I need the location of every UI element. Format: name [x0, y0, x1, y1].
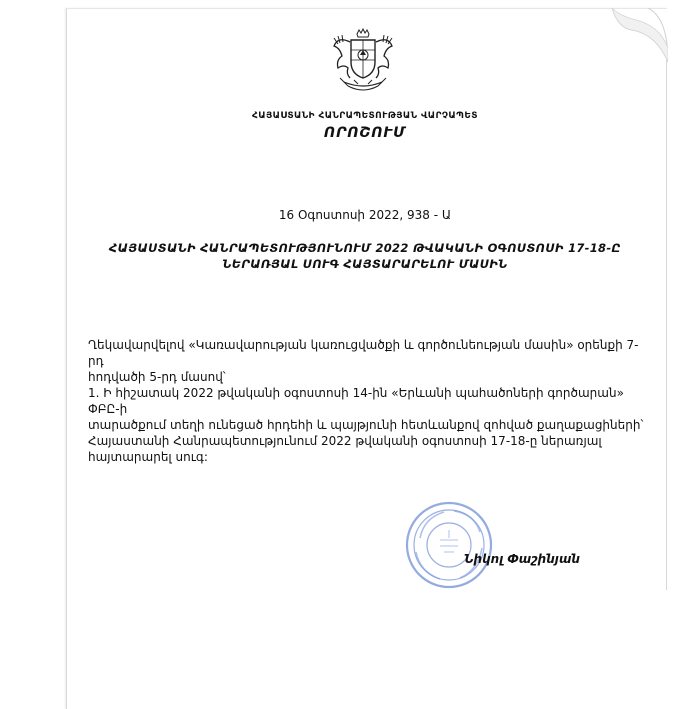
body-line: Ղեկավարվելով «Կառավարության կառուցվածքի և գործունեության մասին» օրենքի 7-րդ	[88, 338, 639, 368]
title-line-2: ՆԵՐԱՌՅԱԼ ՍՈՒԳ ՀԱՅՏԱՐԱՐԵԼՈՒ ՄԱՍԻՆ	[222, 257, 508, 271]
body-line: տարածքում տեղի ունեցած հրդեհի և պայթյունի հետևանքով զոհված քաղաքացիների՝	[88, 418, 644, 432]
date-and-number: 16 Օգոստոսի 2022, 938 - Ա	[278, 208, 452, 222]
page-curl-icon	[612, 8, 668, 62]
issuing-authority: ՀԱՅԱՍՏԱՆԻ ՀԱՆՐԱՊԵՏՈՒԹՅԱՆ ՎԱՐՉԱՊԵՏ	[252, 111, 478, 121]
body-line: Հայաստանի Հանրապետությունում 2022 թվականի օգոստոսի 17-18-ը ներառյալ	[88, 434, 602, 448]
armenia-coat-of-arms-icon	[330, 28, 396, 96]
official-seal-stamp-icon	[404, 500, 494, 590]
document-body	[88, 337, 648, 465]
body-line: հայտարարել սուգ:	[88, 450, 208, 464]
body-line: 1. Ի հիշատակ 2022 թվականի օգոստոսի 14-ին «Երևանի պահածոների գործարան» ՓԲԸ-ի	[88, 386, 624, 416]
document-type: ՈՐՈՇՈՒՄ	[323, 125, 407, 141]
body-line: հոդվածի 5-րդ մասով՝	[88, 370, 226, 384]
signer-name: Նիկոլ Փաշինյան	[464, 552, 580, 566]
title-line-1: ՀԱՅԱՍՏԱՆԻ ՀԱՆՐԱՊԵՏՈՒԹՅՈՒՆՈՒՄ 2022 ԹՎԱԿԱՆԻ ՕԳՈՍՏՈՍԻ 17-18-Ը	[109, 241, 621, 255]
document-title	[0, 240, 690, 272]
